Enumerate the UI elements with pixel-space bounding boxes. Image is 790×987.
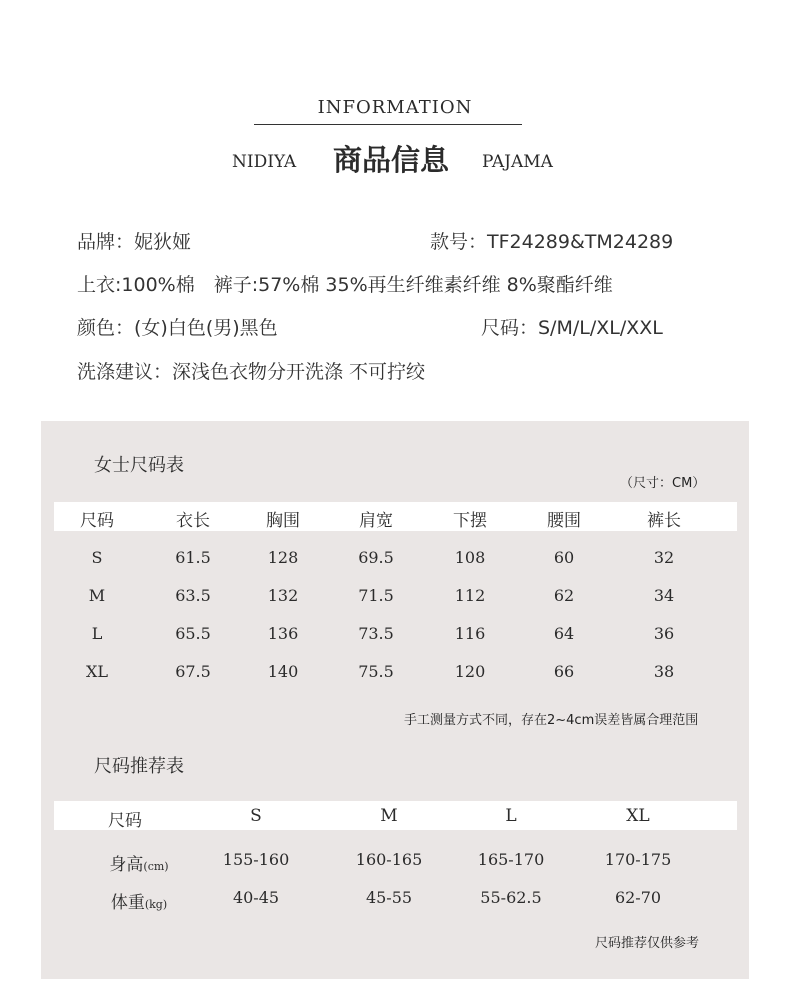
size-chart-cell: 61.5 xyxy=(175,548,211,567)
size-chart-cell: 64 xyxy=(553,624,575,643)
recommend-header-cell: M xyxy=(380,806,398,826)
size-chart-cell: L xyxy=(91,624,103,643)
info-material: 上衣:100%棉 裤子:57%棉 35%再生纤维素纤维 8%聚酯纤维 xyxy=(77,274,613,296)
size-chart-header-cell: 肩宽 xyxy=(359,511,393,531)
size-chart-cell: 71.5 xyxy=(358,586,394,605)
size-chart-header-cell: 裤长 xyxy=(647,511,681,531)
info-color: 颜色：(女)白色(男)黑色 xyxy=(77,317,278,339)
recommend-header-cell: 尺码 xyxy=(108,811,142,831)
size-chart-cell: 34 xyxy=(653,586,675,605)
size-chart-cell: 32 xyxy=(653,548,675,567)
info-sizes: 尺码：S/M/L/XL/XXL xyxy=(481,317,663,339)
recommend-note: 尺码推荐仅供参考 xyxy=(595,936,700,951)
size-chart-cell: 128 xyxy=(267,548,299,567)
size-chart-cell: 116 xyxy=(454,624,486,643)
recommend-row-unit: (kg) xyxy=(144,898,168,911)
size-chart-cell: 108 xyxy=(454,548,486,567)
size-chart-cell: 66 xyxy=(553,662,575,681)
recommend-header-cell: XL xyxy=(626,806,650,826)
size-chart-cell: 69.5 xyxy=(358,548,394,567)
info-wash: 洗涤建议：深浅色衣物分开洗涤 不可拧绞 xyxy=(77,361,426,383)
size-chart-note: 手工测量方式不同，存在2~4cm误差皆属合理范围 xyxy=(404,713,699,728)
size-chart-header-cell: 胸围 xyxy=(266,511,300,531)
recommend-header-cell: L xyxy=(505,806,517,826)
size-chart-cell: 60 xyxy=(553,548,575,567)
recommend-row-unit: (cm) xyxy=(143,860,169,873)
size-chart-cell: 62 xyxy=(553,586,575,605)
size-chart-cell: 140 xyxy=(267,662,299,681)
size-chart-header-cell: 腰围 xyxy=(547,511,581,531)
recommend-title: 尺码推荐表 xyxy=(94,756,184,777)
size-chart-cell: 63.5 xyxy=(175,586,211,605)
size-chart-cell: 38 xyxy=(653,662,675,681)
recommend-header-cell: S xyxy=(250,806,262,826)
recommend-row-label-text: 体重 xyxy=(110,893,145,913)
size-chart-cell: 112 xyxy=(454,586,486,605)
recommend-row-label-text: 身高 xyxy=(109,855,144,875)
size-chart-cell: 36 xyxy=(653,624,675,643)
size-chart-cell: 65.5 xyxy=(175,624,211,643)
heading-divider xyxy=(254,124,522,125)
recommend-cell: 45-55 xyxy=(365,888,413,907)
recommend-row-label xyxy=(109,850,168,875)
size-chart-cell: S xyxy=(91,548,103,567)
recommend-cell: 62-70 xyxy=(614,888,662,907)
info-brand: 品牌：妮狄娅 xyxy=(77,231,192,253)
size-chart-cell: 120 xyxy=(454,662,486,681)
size-chart-header-cell: 下摆 xyxy=(453,511,487,531)
size-chart-cell: 132 xyxy=(267,586,299,605)
size-chart-cell: 136 xyxy=(267,624,299,643)
size-chart-cell: M xyxy=(88,586,106,605)
brand-label-left: NIDIYA xyxy=(232,152,297,172)
size-chart-header-band xyxy=(54,502,737,531)
size-chart-title: 女士尺码表 xyxy=(94,455,184,476)
size-chart-cell: XL xyxy=(85,662,109,681)
recommend-cell: 170-175 xyxy=(604,850,672,869)
recommend-cell: 55-62.5 xyxy=(480,888,542,907)
size-chart-header-cell: 尺码 xyxy=(80,511,114,531)
page-title: 商品信息 xyxy=(333,143,450,177)
information-heading: INFORMATION xyxy=(317,97,473,118)
size-chart-header-cell: 衣长 xyxy=(176,511,210,531)
brand-label-right: PAJAMA xyxy=(482,152,553,172)
recommend-cell: 40-45 xyxy=(232,888,280,907)
recommend-cell: 165-170 xyxy=(477,850,545,869)
size-chart-unit: （尺寸：CM） xyxy=(620,476,706,491)
size-chart-cell: 73.5 xyxy=(358,624,394,643)
recommend-row-label xyxy=(111,888,167,913)
recommend-cell: 155-160 xyxy=(222,850,290,869)
size-chart-cell: 75.5 xyxy=(358,662,394,681)
recommend-cell: 160-165 xyxy=(355,850,423,869)
size-chart-cell: 67.5 xyxy=(175,662,211,681)
info-model: 款号：TF24289&TM24289 xyxy=(430,231,674,253)
